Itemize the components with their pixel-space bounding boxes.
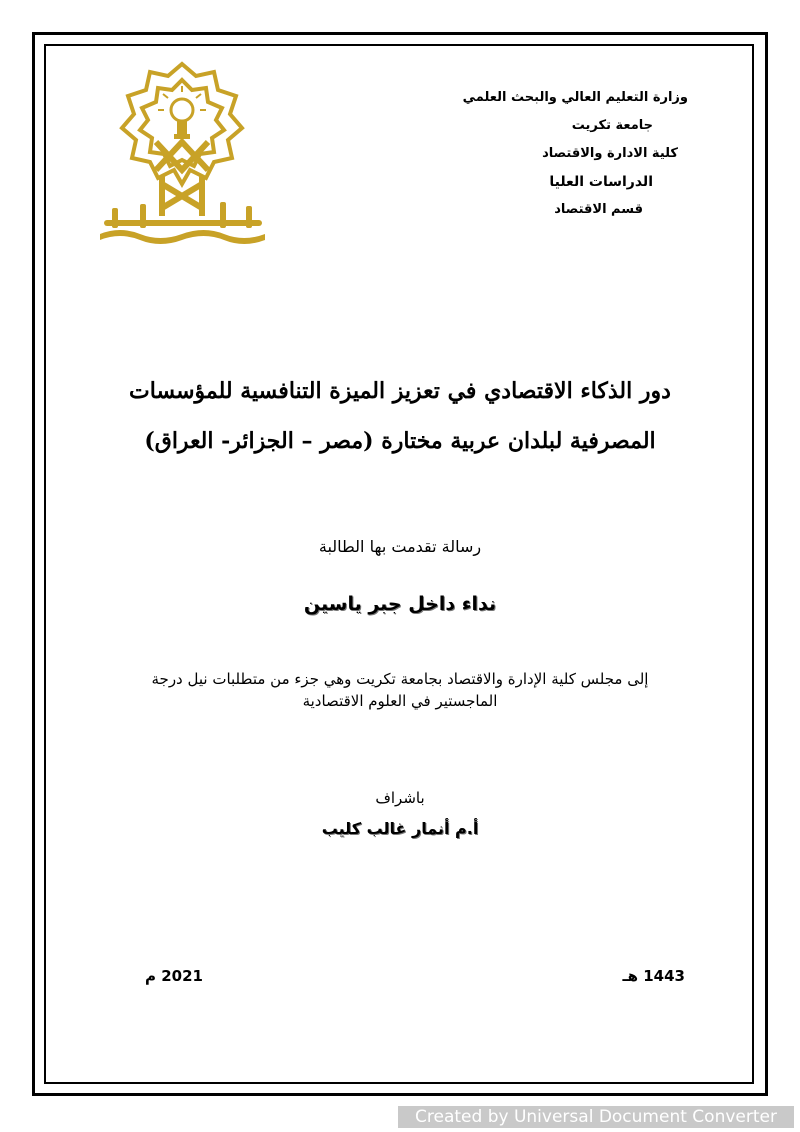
- thesis-title-line-2: المصرفية لبلدان عربية مختارة (مصر – الجزائر- العراق): [144, 428, 656, 454]
- submission-line-1: إلى مجلس كلية الإدارة والاقتصاد بجامعة تكريت وهي جزء من متطلبات نيل درجة: [151, 670, 649, 688]
- submission-statement: [100, 668, 700, 712]
- studies-line: الدراسات العليا: [549, 174, 653, 190]
- ministry-line: وزارة التعليم العالي والبحث العلمي: [462, 90, 688, 105]
- institution-header: [458, 84, 688, 224]
- department-line: قسم الاقتصاد: [554, 202, 643, 217]
- college-line: كلية الادارة والاقتصاد: [542, 146, 678, 161]
- supervisor-name: أ.م أنمار غالب كليب: [321, 819, 479, 838]
- university-logo: [100, 58, 265, 248]
- intro-text: رسالة تقدمت بها الطالبة: [318, 537, 482, 556]
- student-name: نداء داخل جبر ياسين: [303, 593, 497, 615]
- gregorian-date: 2021 م: [145, 967, 203, 985]
- university-line: جامعة تكريت: [571, 118, 653, 133]
- supervision-label: باشراف: [375, 789, 425, 807]
- submission-line-2: الماجستير في العلوم الاقتصادية: [302, 692, 498, 710]
- thesis-title-line-1: دور الذكاء الاقتصادي في تعزيز الميزة التنافسية للمؤسسات: [129, 378, 671, 404]
- watermark: Created by Universal Document Converter: [398, 1106, 794, 1128]
- hijri-date: 1443 هـ: [622, 967, 685, 985]
